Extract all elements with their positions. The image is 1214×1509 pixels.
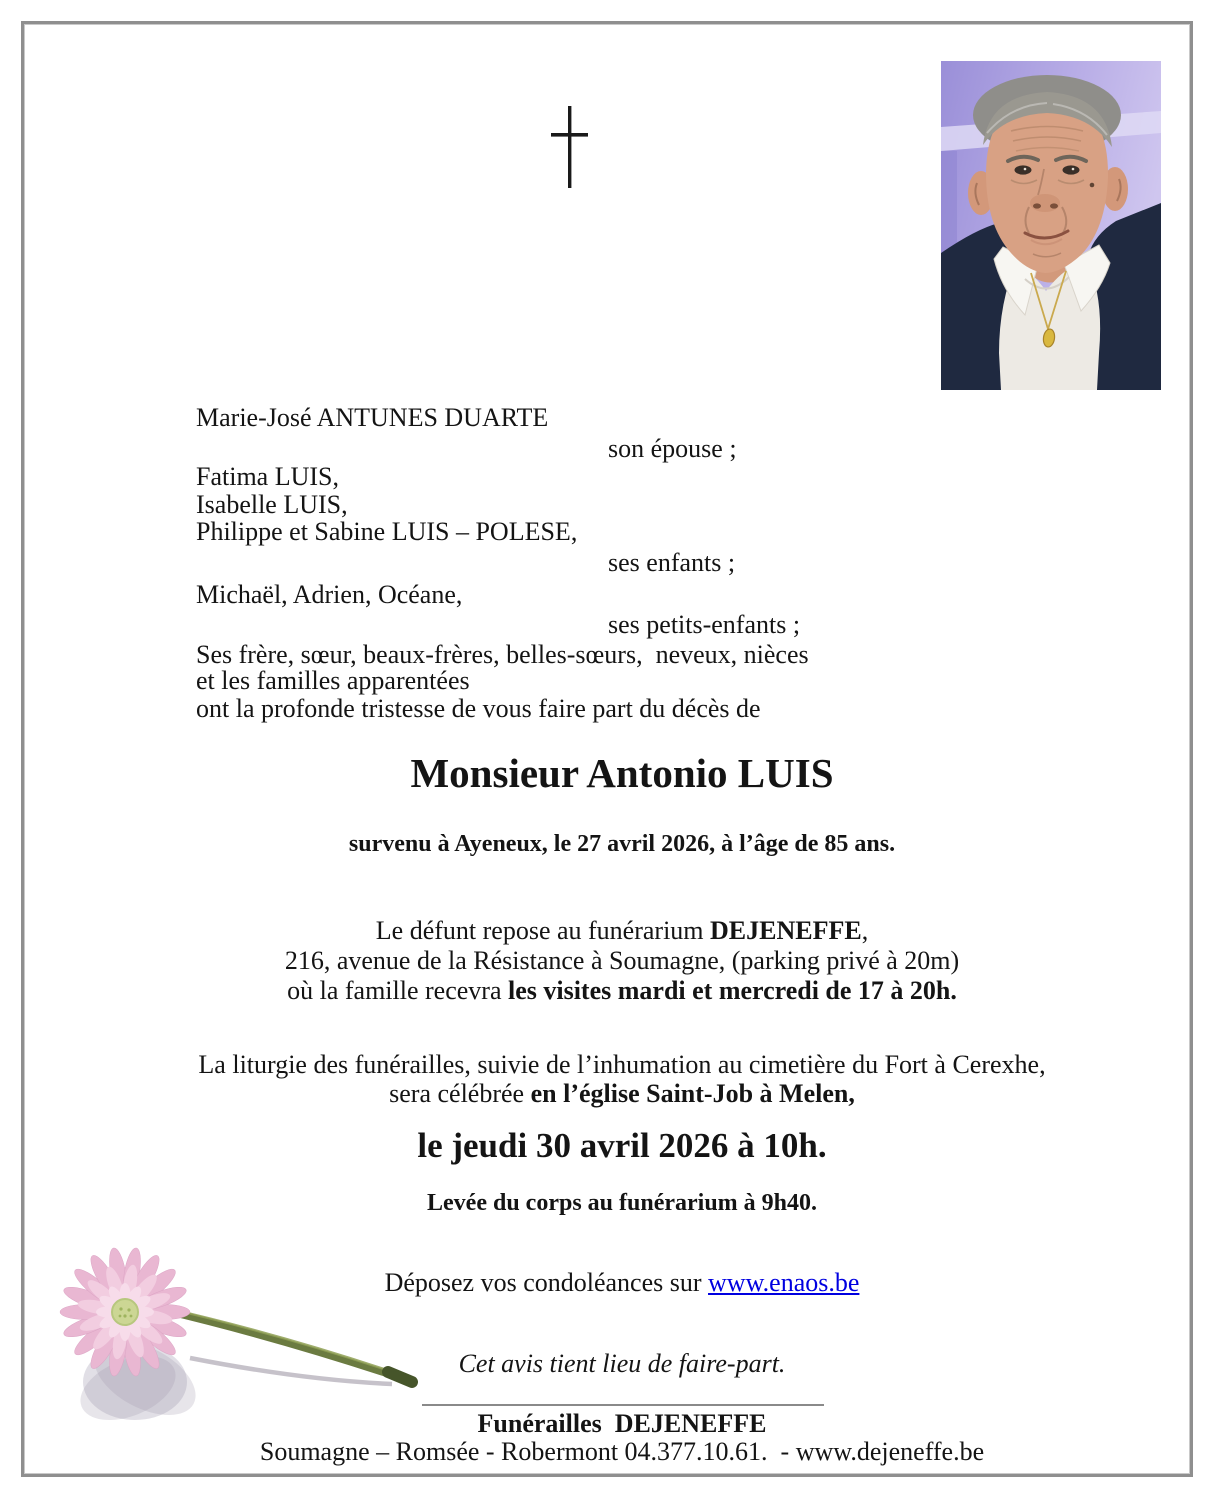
deceased-name-title: Monsieur Antonio LUIS	[410, 750, 834, 796]
church-name: en l’église Saint-Job à Melen,	[530, 1079, 855, 1108]
liturgy-text: sera célébrée	[389, 1079, 531, 1108]
relative-line: Marie-José ANTUNES DUARTE	[196, 403, 549, 432]
announcement-intro-line: ont la profonde tristesse de vous faire part du décès de	[196, 694, 761, 723]
repose-address-line: 216, avenue de la Résistance à Soumagne, (parking privé à 20m)	[284, 946, 960, 975]
relative-line: Fatima LUIS,	[196, 462, 339, 491]
relationship-label: son épouse ;	[608, 434, 737, 463]
relative-line: et les familles apparentées	[196, 666, 470, 695]
pink-flower-image	[40, 1210, 430, 1450]
relationship-label: ses petits-enfants ;	[608, 610, 801, 639]
footer-divider	[422, 1404, 824, 1406]
ceremony-date-line: le jeudi 30 avril 2026 à 10h.	[417, 1126, 827, 1165]
relationship-label: ses enfants ;	[608, 548, 736, 577]
relative-line: Michaël, Adrien, Océane,	[196, 580, 463, 609]
liturgy-line-1: La liturgie des funérailles, suivie de l’inhumation au cimetière du Fort à Cerexhe,	[198, 1050, 1046, 1079]
condolences-text: Déposez vos condoléances sur	[384, 1268, 709, 1297]
funeral-company-name: Funérailles DEJENEFFE	[477, 1409, 767, 1438]
funeral-company-contact: Soumagne – Romsée - Robermont 04.377.10.61. - www.dejeneffe.be	[259, 1437, 985, 1466]
visits-schedule: les visites mardi et mercredi de 17 à 20h.	[507, 976, 957, 1005]
death-details-line: survenu à Ayeneux, le 27 avril 2026, à l’âge de 85 ans.	[348, 831, 896, 857]
repose-text: ,	[861, 916, 869, 945]
relative-line: Philippe et Sabine LUIS – POLESE,	[196, 517, 578, 546]
relative-line: Ses frère, sœur, beaux-frères, belles-sœurs, neveux, nièces	[196, 640, 809, 669]
visits-line	[30, 976, 1214, 1006]
repose-line-1	[30, 916, 1214, 946]
deceased-portrait-photo	[941, 61, 1161, 390]
repose-text: Le défunt repose au funérarium	[375, 916, 711, 945]
faire-part-notice: Cet avis tient lieu de faire-part.	[458, 1349, 786, 1378]
funeral-home-name: DEJENEFFE	[710, 916, 862, 945]
condolences-website-link[interactable]: www.enaos.be	[708, 1268, 860, 1297]
latin-cross-icon	[551, 106, 588, 188]
liturgy-line-2	[30, 1079, 1214, 1109]
levee-du-corps-line: Levée du corps au funérarium à 9h40.	[427, 1190, 817, 1216]
visits-text: où la famille recevra	[287, 976, 508, 1005]
relative-line: Isabelle LUIS,	[196, 490, 348, 519]
